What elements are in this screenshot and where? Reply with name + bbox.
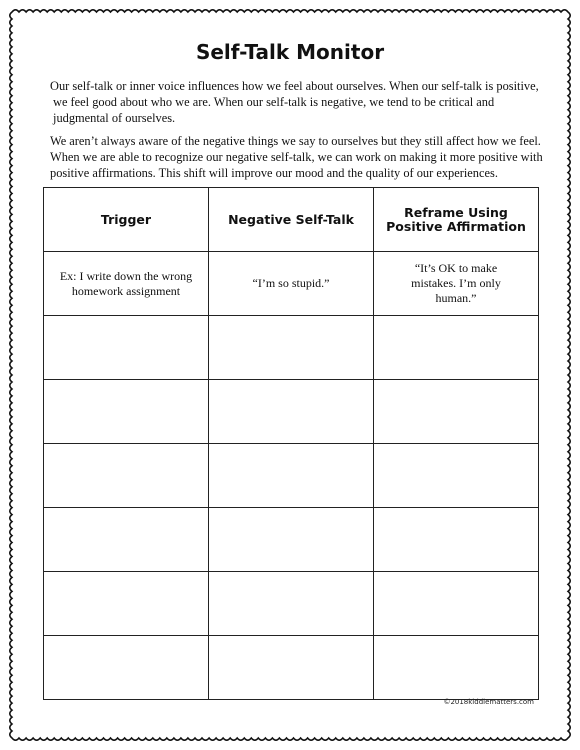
example-row — [44, 252, 539, 316]
trigger-cell[interactable] — [44, 316, 209, 380]
header-trigger: Trigger — [44, 188, 209, 252]
intro-paragraph-1 — [50, 78, 539, 126]
intro-line: When we are able to recognize our negative self-talk, we can work on making it more positive with — [50, 150, 543, 164]
negative-cell[interactable] — [209, 444, 374, 508]
reframe-cell[interactable] — [374, 508, 539, 572]
reframe-cell[interactable] — [374, 444, 539, 508]
reframe-cell[interactable] — [374, 380, 539, 444]
intro-line: We aren’t always aware of the negative things we say to ourselves but they still affect how we feel. — [50, 134, 541, 148]
trigger-cell[interactable] — [44, 508, 209, 572]
example-negative-cell: “I’m so stupid.” — [209, 252, 374, 316]
reframe-cell[interactable] — [374, 572, 539, 636]
example-trigger-cell: Ex: I write down the wrong homework assignment — [44, 252, 209, 316]
table-row — [44, 380, 539, 444]
copyright-text: ©2018kiddiematters.com — [443, 698, 534, 706]
intro-line: Our self-talk or inner voice influences how we feel about ourselves. When our self-talk is positive, — [50, 79, 539, 93]
negative-cell[interactable] — [209, 508, 374, 572]
intro-paragraph-2 — [50, 133, 543, 181]
table-header-row — [44, 188, 539, 252]
table-row — [44, 572, 539, 636]
intro-line: judgmental of ourselves. — [53, 111, 176, 125]
intro-line: positive affirmations. This shift will improve our mood and the quality of our experiences. — [50, 166, 498, 180]
trigger-cell[interactable] — [44, 572, 209, 636]
negative-cell[interactable] — [209, 636, 374, 700]
page-title: Self-Talk Monitor — [195, 40, 385, 64]
table-row — [44, 444, 539, 508]
trigger-cell[interactable] — [44, 636, 209, 700]
negative-cell[interactable] — [209, 380, 374, 444]
table-row — [44, 636, 539, 700]
negative-cell[interactable] — [209, 572, 374, 636]
header-negative-self-talk: Negative Self-Talk — [209, 188, 374, 252]
trigger-cell[interactable] — [44, 380, 209, 444]
intro-line: we feel good about who we are. When our self-talk is negative, we tend to be critical and — [53, 95, 495, 109]
table-row — [44, 316, 539, 380]
table-row — [44, 508, 539, 572]
reframe-cell[interactable] — [374, 636, 539, 700]
header-reframe: Reframe Using Positive Affirmation — [374, 188, 539, 252]
example-reframe-cell: “It’s OK to make mistakes. I’m only human.” — [374, 252, 539, 316]
self-talk-table — [43, 187, 539, 700]
trigger-cell[interactable] — [44, 444, 209, 508]
negative-cell[interactable] — [209, 316, 374, 380]
reframe-cell[interactable] — [374, 316, 539, 380]
